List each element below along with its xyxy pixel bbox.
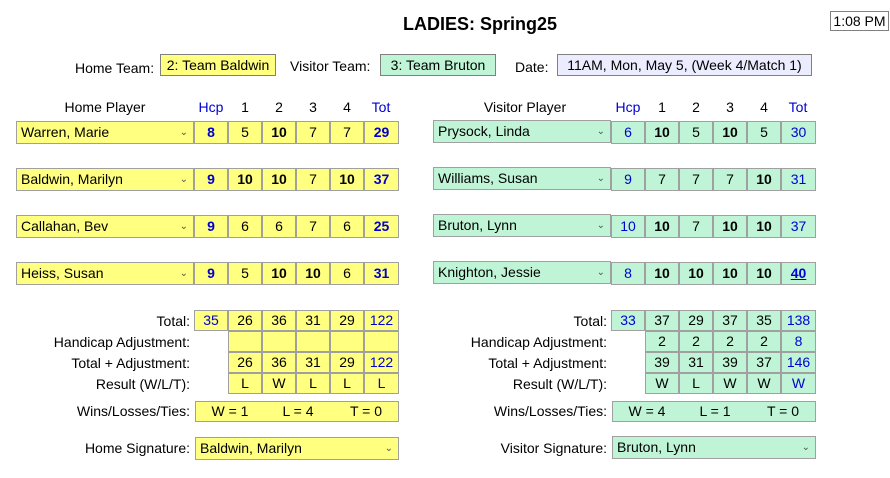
visitor-player-name: Williams, Susan — [438, 170, 538, 186]
visitor-result-cell: W — [713, 373, 747, 394]
visitor-team-field[interactable]: 3: Team Bruton — [380, 54, 496, 76]
visitor-signature-select[interactable] — [612, 436, 816, 459]
home-score-cell[interactable]: 10 — [330, 168, 364, 191]
visitor-score-cell[interactable]: 10 — [645, 215, 679, 238]
home-adj-label: Handicap Adjustment: — [53, 334, 190, 350]
home-player-tot: 25 — [364, 215, 399, 238]
visitor-total-cell: 37 — [713, 310, 747, 331]
visitor-score-cell[interactable]: 5 — [679, 121, 713, 144]
chevron-down-icon: ⌄ — [596, 173, 605, 184]
chevron-down-icon: ⌄ — [179, 221, 188, 232]
home-result-cell: L — [228, 373, 262, 394]
home-losses: L = 4 — [282, 403, 314, 419]
home-player-hcp[interactable]: 9 — [194, 262, 228, 285]
visitor-player-tot: 31 — [781, 168, 816, 191]
visitor-result-tot: W — [781, 373, 816, 394]
visitor-player-name: Knighton, Jessie — [438, 264, 541, 280]
home-score-cell[interactable]: 7 — [330, 121, 364, 144]
visitor-player-hcp[interactable]: 10 — [611, 215, 645, 238]
visitor-wlt-label: Wins/Losses/Ties: — [493, 403, 607, 419]
home-player-2-select[interactable] — [16, 168, 194, 191]
home-player-4-select[interactable] — [16, 262, 194, 285]
visitor-total-cell: 35 — [747, 310, 781, 331]
home-result-cell: L — [296, 373, 330, 394]
visitor-score-cell[interactable]: 10 — [679, 262, 713, 285]
visitor-ties: T = 0 — [766, 403, 800, 419]
visitor-score-cell[interactable]: 7 — [679, 215, 713, 238]
visitor-score-cell[interactable]: 10 — [645, 262, 679, 285]
date-field[interactable]: 11AM, Mon, May 5, (Week 4/Match 1) — [557, 54, 812, 76]
home-score-cell[interactable]: 6 — [330, 262, 364, 285]
visitor-total-label: Total: — [573, 313, 607, 329]
chevron-down-icon: ⌄ — [801, 442, 810, 453]
visitor-total-tot: 138 — [781, 310, 816, 331]
visitor-player-tot: 40 — [781, 262, 816, 285]
visitor-losses: L = 1 — [699, 403, 731, 419]
home-player-header: Home Player — [64, 99, 146, 115]
visitor-player-tot: 30 — [781, 121, 816, 144]
home-adj-cell — [262, 331, 296, 352]
visitor-player-1-select[interactable] — [433, 120, 611, 143]
home-score-cell[interactable]: 7 — [296, 121, 330, 144]
chevron-down-icon: ⌄ — [596, 126, 605, 137]
visitor-score-cell[interactable]: 10 — [747, 262, 781, 285]
home-player-3-select[interactable] — [16, 215, 194, 238]
home-score-cell[interactable]: 10 — [262, 121, 296, 144]
visitor-player-name: Bruton, Lynn — [438, 217, 517, 233]
visitor-adj-label: Handicap Adjustment: — [470, 334, 607, 350]
visitor-score-cell[interactable]: 10 — [747, 215, 781, 238]
home-player-tot: 31 — [364, 262, 399, 285]
home-totadj-cell: 26 — [228, 352, 262, 373]
visitor-totadj-tot: 146 — [781, 352, 816, 373]
home-score-cell[interactable]: 10 — [228, 168, 262, 191]
chevron-down-icon: ⌄ — [179, 174, 188, 185]
home-team-label: Home Team: — [75, 60, 155, 76]
visitor-score-cell[interactable]: 10 — [645, 121, 679, 144]
home-player-hcp[interactable]: 9 — [194, 215, 228, 238]
visitor-adj-cell: 2 — [713, 331, 747, 352]
clock: 1:08 PM — [830, 11, 889, 31]
visitor-score-cell[interactable]: 7 — [645, 168, 679, 191]
visitor-col-4-header: 4 — [760, 99, 768, 115]
home-col-4-header: 4 — [343, 99, 351, 115]
home-signature-value: Baldwin, Marilyn — [200, 440, 302, 456]
visitor-score-cell[interactable]: 7 — [713, 168, 747, 191]
home-score-cell[interactable]: 5 — [228, 121, 262, 144]
home-score-cell[interactable]: 10 — [262, 262, 296, 285]
visitor-player-name: Prysock, Linda — [438, 123, 530, 139]
visitor-score-cell[interactable]: 10 — [713, 215, 747, 238]
home-player-1-select[interactable] — [16, 121, 194, 144]
visitor-adj-tot: 8 — [781, 331, 816, 352]
visitor-player-2-select[interactable] — [433, 167, 611, 190]
home-total-label: Total: — [156, 313, 190, 329]
home-ties: T = 0 — [349, 403, 383, 419]
home-score-cell[interactable]: 6 — [330, 215, 364, 238]
visitor-player-4-select[interactable] — [433, 261, 611, 284]
visitor-signature-value: Bruton, Lynn — [617, 439, 696, 455]
visitor-total-hcp: 33 — [611, 310, 645, 331]
home-score-cell[interactable]: 6 — [262, 215, 296, 238]
home-adj-cell — [330, 331, 364, 352]
visitor-result-cell: W — [747, 373, 781, 394]
home-col-2-header: 2 — [275, 99, 283, 115]
chevron-down-icon: ⌄ — [179, 268, 188, 279]
home-score-cell[interactable]: 7 — [296, 215, 330, 238]
home-totadj-tot: 122 — [364, 352, 399, 373]
visitor-score-cell[interactable]: 7 — [679, 168, 713, 191]
home-tot-header: Tot — [371, 99, 391, 115]
visitor-col-2-header: 2 — [692, 99, 700, 115]
visitor-wins: W = 4 — [628, 403, 666, 419]
home-col-3-header: 3 — [309, 99, 317, 115]
home-adj-cell — [228, 331, 262, 352]
home-totadj-cell: 29 — [330, 352, 364, 373]
chevron-down-icon: ⌄ — [596, 220, 605, 231]
visitor-result-cell: W — [645, 373, 679, 394]
home-result-tot: L — [364, 373, 399, 394]
visitor-adj-cell: 2 — [679, 331, 713, 352]
visitor-col-1-header: 1 — [658, 99, 666, 115]
home-player-name: Heiss, Susan — [21, 265, 104, 281]
visitor-player-hcp[interactable]: 6 — [611, 121, 645, 144]
visitor-score-cell[interactable]: 10 — [713, 262, 747, 285]
home-col-1-header: 1 — [241, 99, 249, 115]
visitor-team-label: Visitor Team: — [290, 58, 371, 74]
home-hcp-header: Hcp — [198, 99, 224, 115]
visitor-wlt-bar — [612, 401, 816, 422]
home-signature-select[interactable] — [195, 437, 399, 460]
home-score-cell[interactable]: 7 — [296, 168, 330, 191]
visitor-player-hcp[interactable]: 9 — [611, 168, 645, 191]
home-total-cell: 31 — [296, 310, 330, 331]
home-total-tot: 122 — [364, 310, 399, 331]
home-player-hcp[interactable]: 9 — [194, 168, 228, 191]
home-result-cell: W — [262, 373, 296, 394]
home-total-cell: 29 — [330, 310, 364, 331]
date-label: Date: — [515, 59, 549, 75]
chevron-down-icon: ⌄ — [179, 127, 188, 138]
home-player-hcp[interactable]: 8 — [194, 121, 228, 144]
home-total-cell: 36 — [262, 310, 296, 331]
visitor-col-3-header: 3 — [726, 99, 734, 115]
home-team-field[interactable]: 2: Team Baldwin — [160, 54, 276, 76]
visitor-totadj-cell: 31 — [679, 352, 713, 373]
visitor-adj-cell: 2 — [747, 331, 781, 352]
visitor-total-cell: 29 — [679, 310, 713, 331]
visitor-tot-header: Tot — [788, 99, 808, 115]
visitor-signature-label: Visitor Signature: — [500, 440, 607, 456]
page-title: LADIES: Spring25 — [402, 14, 558, 34]
home-adj-cell — [296, 331, 330, 352]
visitor-totadj-cell: 39 — [713, 352, 747, 373]
visitor-total-cell: 37 — [645, 310, 679, 331]
home-totadj-label: Total + Adjustment: — [71, 355, 190, 371]
home-wlt-bar — [195, 401, 399, 422]
home-total-cell: 26 — [228, 310, 262, 331]
visitor-score-cell[interactable]: 10 — [713, 121, 747, 144]
chevron-down-icon: ⌄ — [384, 443, 393, 454]
visitor-score-cell[interactable]: 5 — [747, 121, 781, 144]
visitor-totadj-cell: 39 — [645, 352, 679, 373]
home-score-cell[interactable]: 5 — [228, 262, 262, 285]
home-player-name: Baldwin, Marilyn — [21, 171, 123, 187]
visitor-hcp-header: Hcp — [615, 99, 641, 115]
visitor-totadj-label: Total + Adjustment: — [488, 355, 607, 371]
home-total-hcp: 35 — [194, 310, 228, 331]
visitor-player-tot: 37 — [781, 215, 816, 238]
home-player-tot: 29 — [364, 121, 399, 144]
home-player-tot: 37 — [364, 168, 399, 191]
home-wins: W = 1 — [211, 403, 249, 419]
home-score-cell[interactable]: 6 — [228, 215, 262, 238]
home-totadj-cell: 31 — [296, 352, 330, 373]
home-player-name: Warren, Marie — [21, 124, 110, 140]
visitor-result-cell: L — [679, 373, 713, 394]
visitor-result-label: Result (W/L/T): — [512, 376, 607, 392]
home-adj-tot — [364, 331, 399, 352]
home-wlt-label: Wins/Losses/Ties: — [76, 403, 190, 419]
visitor-score-cell[interactable]: 10 — [747, 168, 781, 191]
visitor-player-hcp[interactable]: 8 — [611, 262, 645, 285]
visitor-totadj-cell: 37 — [747, 352, 781, 373]
visitor-player-3-select[interactable] — [433, 214, 611, 237]
home-signature-label: Home Signature: — [84, 440, 190, 456]
home-score-cell[interactable]: 10 — [296, 262, 330, 285]
chevron-down-icon: ⌄ — [596, 267, 605, 278]
home-result-label: Result (W/L/T): — [95, 376, 190, 392]
visitor-player-header: Visitor Player — [483, 99, 567, 115]
visitor-adj-cell: 2 — [645, 331, 679, 352]
home-result-cell: L — [330, 373, 364, 394]
home-totadj-cell: 36 — [262, 352, 296, 373]
home-player-name: Callahan, Bev — [21, 218, 109, 234]
home-score-cell[interactable]: 10 — [262, 168, 296, 191]
